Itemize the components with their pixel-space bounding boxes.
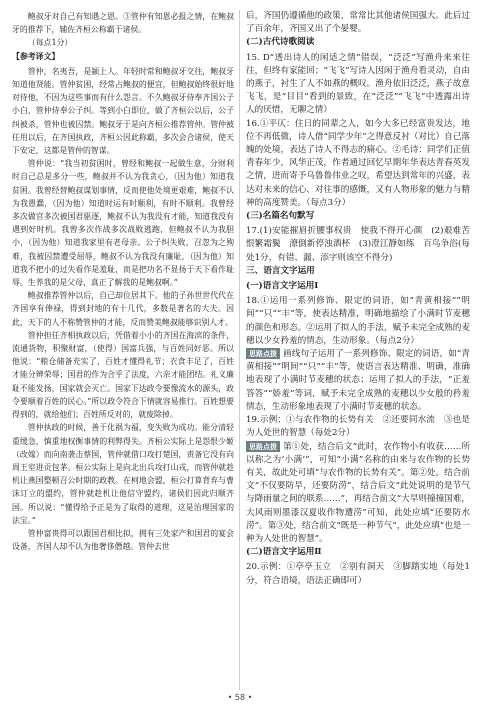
section-heading (12, 50, 234, 63)
paragraph-text: 管仲担任齐相执政以后，凭借着小小的齐国在海滨的条件，流通货物，积聚财富，（使得）国富兵强，与百姓同好恶。所以他说：“粮仓储备充实了，百姓才懂得礼节；衣食丰足了，百姓才能分辨荣辱；国君的作为合乎了法度，六亲才能团结。礼义廉耻不能发扬，国家就会灭亡。国家下达政令要像流水的源头，政令要顺着百姓的民心。”所以政令符合下情就容易推行。百姓想要得到的，就给他们；百姓所反对的，就废除掉。 (12, 330, 234, 420)
paragraph-text: 后，齐国仍遵循他的政策，常常比其他诸侯国强大。此后过了百余年，齐国又出了个晏婴。 (246, 11, 470, 35)
right-column (246, 10, 470, 588)
paragraph (12, 329, 234, 421)
tip-label: 思路点拨 (246, 348, 280, 359)
paragraph (246, 414, 470, 440)
paragraph (246, 561, 470, 587)
paragraph (12, 157, 234, 289)
paragraph-text: 鲍叔牙对自己有知遇之恩。③管仲有知恩必报之情，在鲍叔牙的推荐下，辅佐齐桓公称霸于诸侯。 (12, 12, 234, 35)
paragraph (246, 295, 470, 348)
paragraph-text: (三)名篇名句默写 (246, 211, 315, 222)
paragraph (12, 527, 234, 553)
paragraph-text: 【参考译文】 (12, 51, 60, 61)
paragraph-text: (二)语言文字运用Ⅱ (246, 547, 322, 558)
paragraph-text: 管仲说：“我当初贫困时，曾经和鲍叔一起做生意，分财利时自己总是多分一些，鲍叔并不认为我贪心，（因为他）知道我贫困。我曾经替鲍叔谋划事情，反而使他处境更艰难，鲍叔不认为我愚蠢，（因为他）知道时运有时顺利，有时不顺利。我曾经多次做官多次被国君驱逐，鲍叔不认为我没有才能，知道我没有遇到好时机。我曾多次作战多次战败逃跑，但鲍叔不认为我胆小，（因为他）知道我家里有老母亲。公子纠失败，召忽为之殉难，我被囚禁遭受屈辱，鲍叔不认为我没有廉耻，（因为他）知道我不把小的过失看作是羞耻，而是把功名不显扬于天下看作耻辱。生养我的是父母，真正了解我的是鲍叔啊。” (12, 159, 234, 288)
paragraph (246, 441, 470, 547)
section-heading (246, 265, 470, 278)
section-heading (246, 546, 470, 559)
paragraph (12, 289, 234, 329)
paragraph (12, 421, 234, 527)
paragraph (246, 10, 470, 36)
paragraph-text: 20.示例：①亭亭玉立 ②别有洞天 ③脚踏实地（每处1分，符合语境，语法正确即可） (246, 562, 470, 586)
paragraph (12, 10, 234, 36)
tip-label: 思路点拨 (246, 441, 280, 452)
page-number: • 58 • (227, 693, 253, 702)
paragraph-text: 画线句子运用了一系列修饰、限定的词语，如“青黄相接”“明间”“只”“丰”等，使语言表达精准、明确，准确地表现了小满时节麦穗的状态；运用了拟人的手法，“正羞答答”“娇羞”等词，赋予未完全成熟的麦穗以少女般的矜羞情态，生动形象地表现了小满时节麦穗的状态。 (246, 349, 470, 412)
paragraph-text: 三、语言文字运用 (246, 265, 315, 276)
paragraph-text: 管仲富贵得可以跟国君相比拟，拥有三处家产和国君的宴会设备，齐国人却不认为他奢侈僭越。管仲去世 (12, 528, 234, 552)
paragraph-text: 管仲，名夷吾，是颍上人。年轻时常和鲍叔牙交往，鲍叔牙知道他贤能。管仲贫困，经常占鲍叔的便宜，但鲍叔始终很好地对待他，不因为这些事而有什么怨言。不久鲍叔牙侍奉齐国公子小白，管仲侍奉公子纠。等到小白即位，做了齐桓公以后，公子纠被杀，管仲也被囚禁。鲍叔牙于是向齐桓公推荐管仲。管仲被任用以后，在齐国执政，齐桓公因此称霸，多次会合诸侯，使天下安定，这都是管仲的智谋。 (12, 66, 234, 156)
paragraph-text: 19.示例：①与农作物的长势有关 ②还要同水流 ③也是为人处世的智慧（每处2分） (246, 415, 470, 439)
paragraph (12, 36, 234, 49)
paragraph-text: 18.①运用一系列修饰、限定的词语，如“青黄相接”“明间”“只”“丰”等，使表达精准，明确地描绘了小满时节麦穗的颜色和形态。②运用了拟人的手法，赋予未完全成熟的麦穗以少女矜羞的情态，生动形象。（每点2分） (246, 296, 470, 346)
paragraph-text: 鲍叔推荐管仲以后，自己却位居其下。他的子孙世世代代在齐国享有俸禄，得到封地的有十几代，多数是著名的大夫。因此，天下的人不称赞管仲的才能，反而赞美鲍叔能够识别人才。 (12, 291, 234, 327)
paragraph (246, 225, 470, 265)
paragraph (246, 118, 470, 210)
paragraph (246, 52, 470, 118)
paragraph-text: （每点1分） (27, 38, 73, 48)
section-heading (246, 280, 470, 293)
paragraph (12, 65, 234, 157)
paragraph-text: (二)古代诗歌阅读 (246, 37, 315, 48)
paragraph-text: 17.(1)安能摧眉折腰事权贵 使我不得开心颜 (2)艰难苦恨繁霜鬓 潦倒新停浊酒杯 (3)澄江静如练 百鸟争浴(每处1分，有错、漏、添字则该空不得分) (246, 226, 470, 263)
section-heading (246, 210, 470, 223)
left-column (12, 10, 234, 553)
paragraph-text: 管仲执政的时候，善于化祸为福，变失败为成功。能分清轻重缓急，慎重地权衡事情的利弊得失。齐桓公实际上是怨恨少姬（改嫁）而向南袭击蔡国，管仲就借口攻打楚国，责备它没有向周王室进贡包茅。桓公实际上是向北出兵攻打山戎，而管仲就趁机让燕国整顿召公时期的政教。在柯地会盟，桓公打算背弃与曹沫订立的盟约，管仲就趁机让他信守盟约，诸侯们因此归顺齐国。所以说：“懂得给予正是为了取得的道理，这是治理国家的法宝。” (12, 423, 234, 525)
paragraph (246, 348, 470, 414)
section-heading (246, 36, 470, 49)
paragraph-text: 第①处，结合后文“此时，农作物小有收获……所以称之为‘小满’”，可知“小满”名称的由来与农作物的长势有关，故此处可填“与农作物的长势有关”。第②处，结合前文“不仅要防旱，还要防涝”，结合后文“此处说明的是节气与降雨量之间的联系……”，再结合前文“大旱则撞撞国难，大风雨则墨漆汉夏收作物遭涝”可知，此处应填“还要防水涝”。第③处，结合前文“既是一种节气”，此处应填“也是一种为人处世的智慧”。 (246, 441, 470, 544)
paragraph-text: (一)语言文字运用Ⅰ (246, 281, 319, 292)
paragraph-text: 16.①平仄：住日的同辈之人，如今大多已经富贵发达，地位不再低微，诗人借“同学少年”之得意反衬（对比）自己落魄的处境，表达了诗人不得志的痛心。②毛诗：同学们正值青春年少，风华正茂，作者通过回忆早期年华表达青春英发之情，进而寄予乌鲁鲁伟业之叹，希望达到常年的兴盛，表达对未来的信心、对往事的感慨，又有人物形象的魅力与精神的高度赞美。（每点3分） (246, 118, 470, 208)
column-divider (239, 10, 240, 690)
paragraph-text: 15. D“透出诗人的闲适之情”错误，“泛泛”写渔舟来来往往，但终有家能回；“飞飞”写诗人因闲于渔舟看灵动，自由的燕子，衬生了人不如燕的概叹。渔舟依旧泛泛，燕子故意飞飞，是“目目”看到的景致，在“泛泛”“飞飞”中透露出诗人的厌惜，无聊之情） (246, 52, 470, 116)
